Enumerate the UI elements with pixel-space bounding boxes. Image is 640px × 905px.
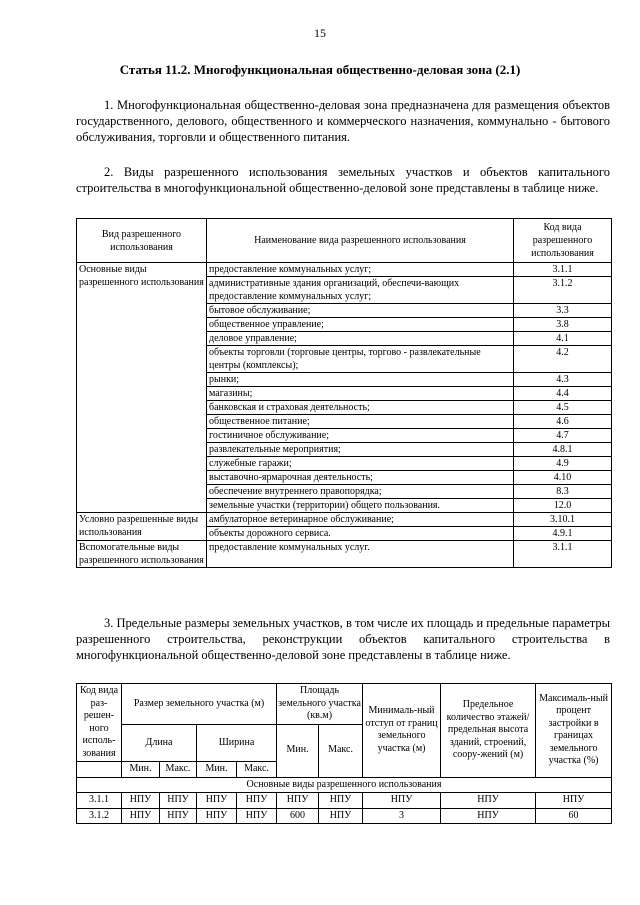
table-row: [77, 541, 612, 568]
table-cell: НПУ: [160, 808, 197, 824]
permitted-use-body: [77, 263, 612, 568]
use-name: предоставление коммунальных услуг.: [207, 541, 514, 568]
table-row: [77, 263, 612, 277]
permitted-use-table: [76, 218, 612, 568]
table-cell: НПУ: [122, 793, 160, 809]
table-cell: НПУ: [122, 808, 160, 824]
use-name: объекты торговли (торговые центры, торгово - развлекательные центры (комплексы);: [207, 346, 514, 373]
header-use-type: Вид разрешенного использования: [77, 219, 207, 263]
table-cell: НПУ: [197, 808, 237, 824]
use-name: развлекательные мероприятия;: [207, 443, 514, 457]
table-cell: НПУ: [536, 793, 612, 809]
use-code: 4.1: [514, 332, 612, 346]
header-percent: Максималь-ный процент застройки в границах земельного участка (%): [536, 684, 612, 778]
use-code: 4.9.1: [514, 527, 612, 541]
header-length: Длина: [122, 724, 197, 762]
use-code: 4.6: [514, 415, 612, 429]
header-area: Площадь земельного участка (кв.м): [277, 684, 363, 725]
header-code-cont: [77, 762, 122, 778]
paragraph-1: 1. Многофункциональная общественно-деловая зона предназначена для размещения объектов государственного, делового, общественного и коммерческого назначения, коммунально - бытового обслуживания, торговли и общественного питания.: [76, 98, 610, 144]
use-name: рынки;: [207, 373, 514, 387]
use-name: предоставление коммунальных услуг;: [207, 263, 514, 277]
use-name: общественное питание;: [207, 415, 514, 429]
use-name: амбулаторное ветеринарное обслуживание;: [207, 513, 514, 527]
use-code: 12.0: [514, 499, 612, 513]
table-cell: НПУ: [319, 808, 363, 824]
table-cell: НПУ: [319, 793, 363, 809]
table-cell: НПУ: [441, 793, 536, 809]
use-name: выставочно-ярмарочная деятельность;: [207, 471, 514, 485]
header-use-code: Код вида разрешенного использования: [514, 219, 612, 263]
table-cell: 60: [536, 808, 612, 824]
use-category: Основные виды разрешенного использования: [77, 263, 207, 513]
use-name: магазины;: [207, 387, 514, 401]
table-cell: 3.1.1: [77, 793, 122, 809]
use-code: 3.8: [514, 318, 612, 332]
header-min-indent: Минималь-ный отступ от границ земельного участка (м): [363, 684, 441, 778]
parameters-table: [76, 683, 612, 824]
use-name: обеспечение внутреннего правопорядка;: [207, 485, 514, 499]
header-width-max: Макс.: [237, 762, 277, 778]
header-length-min: Мин.: [122, 762, 160, 778]
use-code: 4.8.1: [514, 443, 612, 457]
use-code: 3.1.1: [514, 541, 612, 568]
use-code: 4.2: [514, 346, 612, 373]
use-category: Условно разрешенные виды использования: [77, 513, 207, 541]
use-code: 4.4: [514, 387, 612, 401]
use-name: служебные гаражи;: [207, 457, 514, 471]
paragraph-3: 3. Предельные размеры земельных участков, в том числе их площадь и предельные параметры разрешенного строительства, реконструкции объектов капитального строительства в многофункциональной общественно-деловой зоне представлены в таблице ниже.: [76, 616, 610, 662]
use-code: 4.9: [514, 457, 612, 471]
use-code: 8.3: [514, 485, 612, 499]
table-cell: НПУ: [441, 808, 536, 824]
header-area-max: Макс.: [319, 724, 363, 777]
article-heading: Статья 11.2. Многофункциональная общественно-деловая зона (2.1): [119, 62, 521, 77]
use-code: 4.10: [514, 471, 612, 485]
use-name: административные здания организаций, обеспечи-вающих предоставление коммунальных услуг;: [207, 277, 514, 304]
paragraph-2: 2. Виды разрешенного использования земельных участков и объектов капитального строительства в многофункциональной общественно-деловой зоне представлены в таблице ниже.: [76, 165, 610, 195]
section-row: [77, 777, 612, 793]
use-name: деловое управление;: [207, 332, 514, 346]
use-code: 3.10.1: [514, 513, 612, 527]
header-size: Размер земельного участка (м): [122, 684, 277, 725]
header-use-name: Наименование вида разрешенного использования: [207, 219, 514, 263]
table-cell: НПУ: [197, 793, 237, 809]
header-area-min: Мин.: [277, 724, 319, 777]
table-cell: 3: [363, 808, 441, 824]
table-row: [77, 513, 612, 527]
header-length-max: Макс.: [160, 762, 197, 778]
use-code: 4.7: [514, 429, 612, 443]
header-code: Код вида раз-решен-ного исполь-зования: [77, 684, 122, 762]
table-header-row: [77, 219, 612, 263]
use-code: 3.1.1: [514, 263, 612, 277]
table-row: [77, 808, 612, 824]
table-cell: НПУ: [237, 808, 277, 824]
table-cell: 600: [277, 808, 319, 824]
use-code: 3.3: [514, 304, 612, 318]
table-cell: НПУ: [237, 793, 277, 809]
header-floors: Предельное количество этажей/ предельная высота зданий, строений, соору-жений (м): [441, 684, 536, 778]
parameters-body: [77, 793, 612, 824]
table-cell: НПУ: [277, 793, 319, 809]
use-code: 4.3: [514, 373, 612, 387]
use-code: 4.5: [514, 401, 612, 415]
table-cell: 3.1.2: [77, 808, 122, 824]
page-number: 15: [314, 26, 326, 40]
use-name: бытовое обслуживание;: [207, 304, 514, 318]
use-name: объекты дорожного сервиса.: [207, 527, 514, 541]
section-label: Основные виды разрешенного использования: [77, 777, 612, 793]
header-width: Ширина: [197, 724, 277, 762]
use-code: 3.1.2: [514, 277, 612, 304]
use-name: общественное управление;: [207, 318, 514, 332]
table-cell: НПУ: [363, 793, 441, 809]
table-row: [77, 793, 612, 809]
use-name: земельные участки (территории) общего пользования.: [207, 499, 514, 513]
table-cell: НПУ: [160, 793, 197, 809]
header-width-min: Мин.: [197, 762, 237, 778]
use-category: Вспомогательные виды разрешенного использования: [77, 541, 207, 568]
use-name: банковская и страховая деятельность;: [207, 401, 514, 415]
use-name: гостиничное обслуживание;: [207, 429, 514, 443]
